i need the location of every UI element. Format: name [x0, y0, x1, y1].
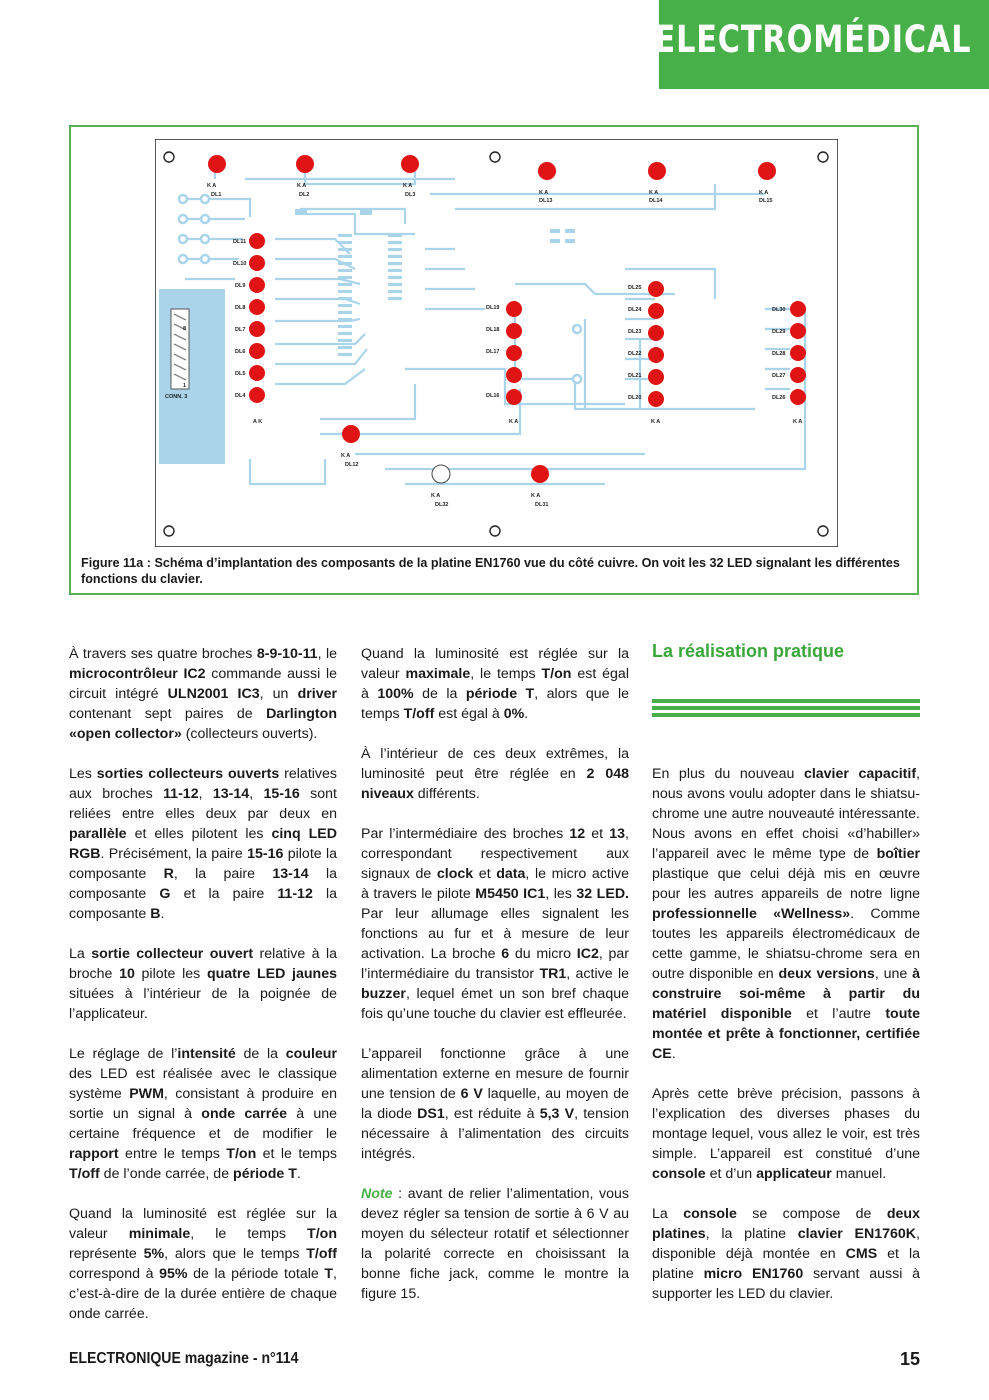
dl2-label: DL2 — [299, 192, 310, 198]
dl27-label: DL27 — [772, 373, 786, 379]
dl13-label: DL13 — [539, 198, 553, 204]
note-label: Note — [361, 1186, 393, 1202]
paragraph: À l’intérieur de ces deux extrêmes, la luminosité peut être réglée en 2 048 niveaux différents. — [361, 746, 629, 802]
dl22-label: DL22 — [628, 351, 642, 357]
ka-label: K A — [531, 493, 541, 499]
heading-rule — [652, 713, 920, 717]
ka-label: K A — [793, 419, 803, 425]
dl26-label: DL26 — [772, 395, 786, 401]
pin8-label: 8 — [183, 326, 187, 332]
pin1-label: 1 — [183, 383, 187, 389]
ka-label: K A — [207, 183, 217, 189]
paragraph: La console se compose de deux platines, la platine clavier EN1760K, disponible déjà montée en CMS et la platine micro EN1760 servant aussi à supporter les LED du clavier. — [652, 1206, 920, 1302]
figure-11a — [69, 125, 919, 595]
dl10-label: DL10 — [233, 261, 247, 267]
paragraph: Le réglage de l’intensité de la couleur des LED est réalisée avec le classique système PWM, consistant à produire en sortie un signal à onde carrée à une certaine fréquence et de modifier le rapport entre le temps T/on et le temps T/off de l’onde carrée, de période T. — [69, 1046, 338, 1182]
dl8-label: DL8 — [235, 305, 246, 311]
column-3 — [652, 764, 920, 1324]
dl4-label: DL4 — [235, 393, 246, 399]
paragraph: Quand la luminosité est réglée sur la valeur maximale, le temps T/on est égal à 100% de la période T, alors que le temps T/off est égal à 0%. — [361, 646, 630, 722]
section-title: ELECTROMÉDICAL — [654, 18, 971, 61]
column-2 — [361, 644, 629, 1324]
dl9-label: DL9 — [235, 283, 246, 289]
dl18-label: DL18 — [486, 327, 500, 333]
paragraph: À travers ses quatre broches 8-9-10-11, le microcontrôleur IC2 commande aussi le circuit intégré ULN2001 IC3, un driver contenant sept paires de Darlington «open collector» (collecteurs ouverts). — [69, 646, 338, 742]
dl30-label: DL30 — [772, 307, 786, 313]
dl20-label: DL20 — [628, 395, 642, 401]
paragraph: La sortie collecteur ouvert relative à la broche 10 pilote les quatre LED jaunes situées à l’intérieur de la poignée de l’applicateur. — [69, 946, 337, 1022]
ka-label: K A — [431, 493, 441, 499]
paragraph: Quand la luminosité est réglée sur la valeur minimale, le temps T/on représente 5%, alors que le temps T/off correspond à 95% de la période totale T, c’est-à-dire de la durée entière de chaque onde carrée. — [69, 1206, 337, 1322]
dl31-label: DL31 — [535, 502, 549, 508]
pcb-layout-diagram — [155, 139, 838, 547]
heading-rule — [652, 699, 920, 703]
dl24-label: DL24 — [628, 307, 642, 313]
dl19-label: DL19 — [486, 305, 500, 311]
ka-label: K A — [341, 453, 351, 459]
section-heading: La réalisation pratique — [652, 641, 845, 661]
dl15-label: DL15 — [759, 198, 773, 204]
conn-label: CONN. 3 — [165, 394, 188, 400]
dl12-label: DL12 — [345, 462, 359, 468]
dl7-label: DL7 — [235, 327, 246, 333]
page-number: 15 — [899, 1349, 920, 1369]
section-tab — [654, 0, 989, 89]
figure-caption: Figure 11a : Schéma d’implantation des composants de la platine EN1760 vue du côté cuivre. On voit les 32 LED signalant les différentes fonctions du clavier. — [81, 556, 900, 586]
ka-label: K A — [297, 183, 307, 189]
dl5-label: DL5 — [235, 371, 246, 377]
dl16-label: DL16 — [486, 393, 500, 399]
ka-label: K A — [759, 190, 769, 196]
paragraph: En plus du nouveau clavier capacitif, nous avons voulu adopter dans le shiatsu-chrome une autre nouveauté intéressante. Nous avons en effet choisi «d’habiller» l’appareil avec le même type de boîtier plastique que celui déjà mis en œuvre pour les autres appareils de notre ligne professionnelle «Wellness». Comme toutes les appareils électromédicaux de cette gamme, le shiatsu-chrome sera en outre disponible en deux versions, une à construire soi-même à partir du matériel disponible et l’autre toute montée et prête à fonctionner, certifiée CE. — [652, 766, 920, 1062]
paragraph: L’appareil fonctionne grâce à une alimentation externe en mesure de fournir une tension de 6 V laquelle, au moyen de la diode DS1, est réduite à 5,3 V, tension nécessaire à l’alimentation des circuits intégrés. — [361, 1046, 630, 1162]
ka-label: K A — [403, 183, 413, 189]
paragraph: Après cette brève précision, passons à l’explication des diverses phases du montage lequel, vous allez le voir, est très simple. L’appareil est constitué d’une console et d’un applicateur manuel. — [652, 1086, 920, 1182]
dl32-label: DL32 — [435, 502, 449, 508]
dl11-label: DL11 — [233, 239, 247, 245]
dl17-label: DL17 — [486, 349, 500, 355]
note-paragraph: Note : avant de relier l’alimentation, vous devez régler sa tension de sortie à 6 V au moyen du sélecteur rotatif et sélectionner la polarité correcte en choisissant la bonne fiche jack, comme le montre la figure 15. — [361, 1186, 629, 1302]
dl14-label: DL14 — [649, 198, 663, 204]
dl3-label: DL3 — [405, 192, 416, 198]
heading-rule — [652, 706, 920, 710]
dl23-label: DL23 — [628, 329, 642, 335]
ka-label: K A — [509, 419, 519, 425]
column-1 — [69, 644, 337, 1344]
paragraph: Les sorties collecteurs ouverts relatives aux broches 11-12, 13-14, 15-16 sont reliées entre elles deux par deux en parallèle et elles pilotent les cinq LED RGB. Précisément, la paire 15-16 pilote la composante R, la paire 13-14 la composante G et la paire 11-12 la composante B. — [69, 766, 338, 922]
paragraph: Par l’intermédiaire des broches 12 et 13, correspondant respectivement aux signaux de clock et data, le micro active à travers le pilote M5450 IC1, les 32 LED. Par leur allumage elles signalent les fonctions au fur et à mesure de leur activation. La broche 6 du micro IC2, par l’intermédiaire du transistor TR1, active le buzzer, lequel émet un son bref chaque fois qu’une touche du clavier est effleurée. — [361, 826, 630, 1022]
dl1-label: DL1 — [211, 192, 222, 198]
dl6-label: DL6 — [235, 349, 246, 355]
ak-label: A K — [253, 419, 263, 425]
ka-label: K A — [539, 190, 549, 196]
dl21-label: DL21 — [628, 373, 642, 379]
dl29-label: DL29 — [772, 329, 786, 335]
dl25-label: DL25 — [628, 285, 642, 291]
ka-label: K A — [651, 419, 661, 425]
footer-magazine: ELECTRONIQUE magazine - n°114 — [69, 1350, 299, 1367]
dl28-label: DL28 — [772, 351, 786, 357]
ka-label: K A — [649, 190, 659, 196]
